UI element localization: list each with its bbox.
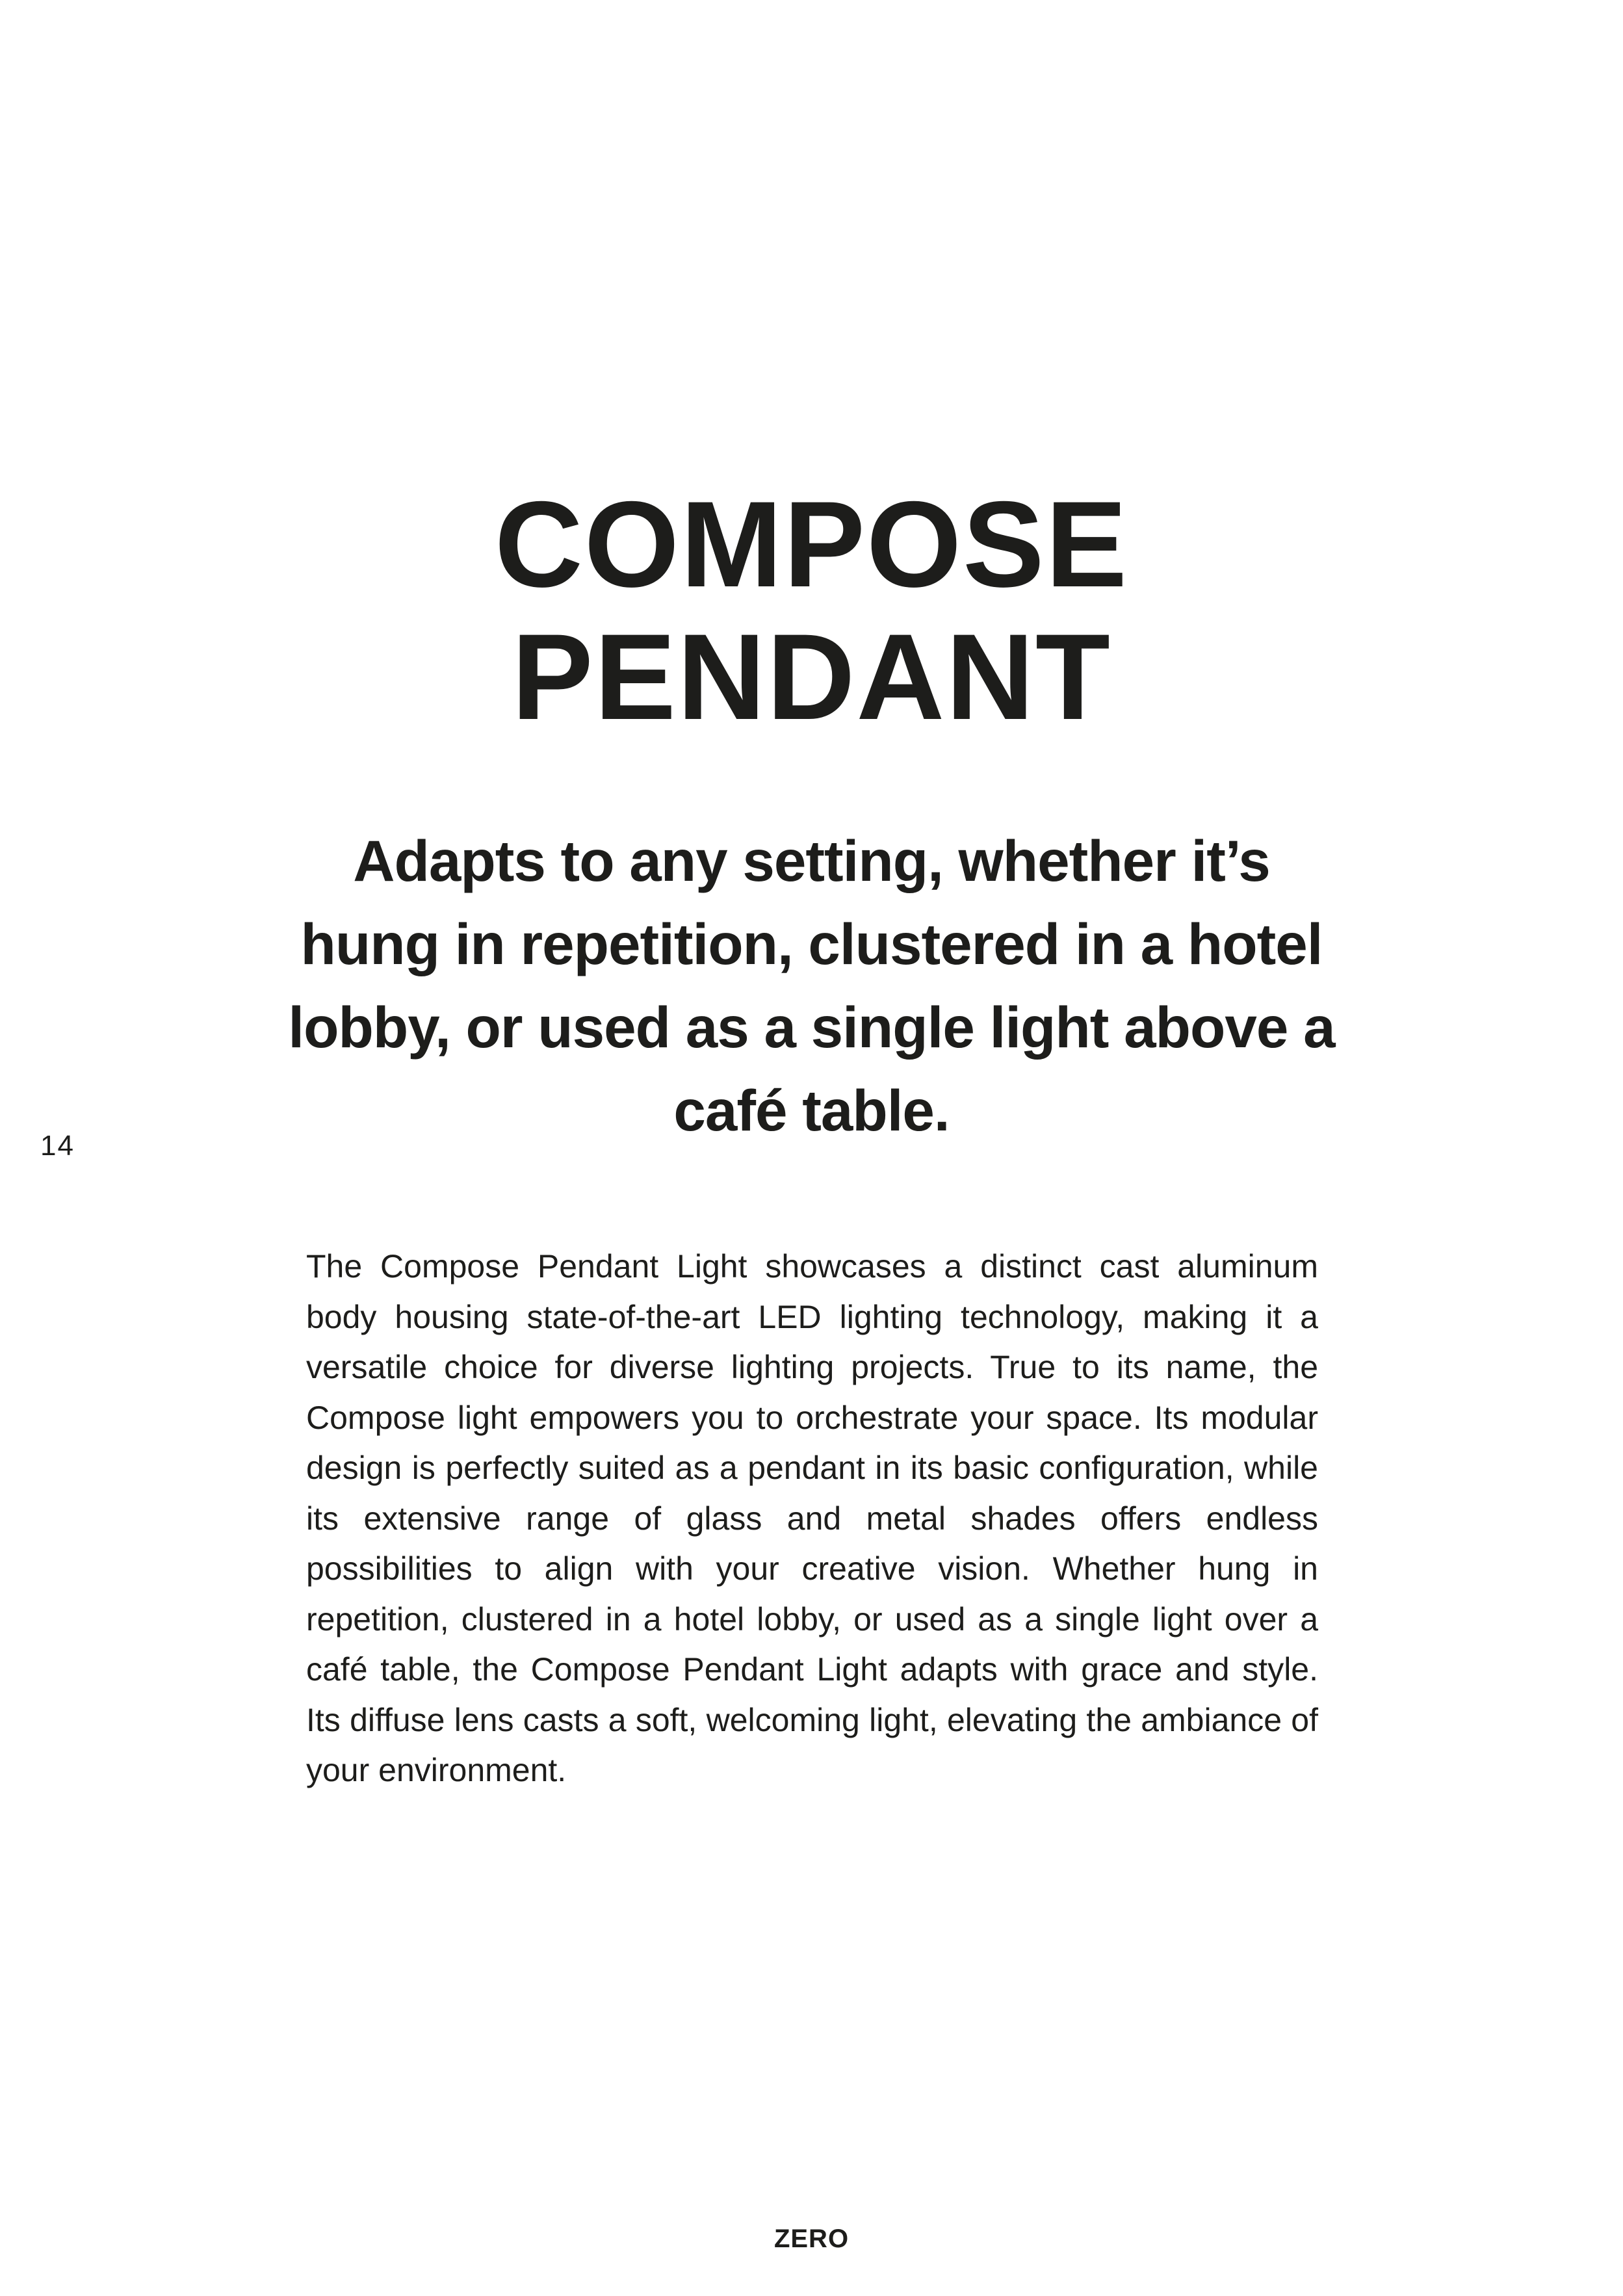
title-line-1: COMPOSE xyxy=(494,476,1129,612)
title-line-2: PENDANT xyxy=(512,608,1111,745)
page-number: 14 xyxy=(40,1130,75,1162)
footer-brand: ZERO xyxy=(773,2224,850,2253)
body-paragraph: The Compose Pendant Light showcases a distinct cast aluminum body housing state-of-the-art LED lighting technology, making it a versatile choice for diverse lighting projects. True to its name, the Compose light empowers you to orchestrate your space. Its modular design is perfectly suited as a pendant in its basic configuration, while its extensive range of glass and metal shades offers endless possibilities to align with your creative vision. Whether hung in repetition, clustered in a hotel lobby, or used as a single light over a café table, the Compose Pendant Light adapts with grace and style. Its diffuse lens casts a soft, welcoming light, elevating the ambiance of your environment. xyxy=(306,1248,1318,1788)
subtitle: Adapts to any setting, whether it’s hung in repetition, clustered in a hotel lobby, or used as a single light above a café table. xyxy=(288,828,1335,1143)
page-title xyxy=(0,478,1623,743)
